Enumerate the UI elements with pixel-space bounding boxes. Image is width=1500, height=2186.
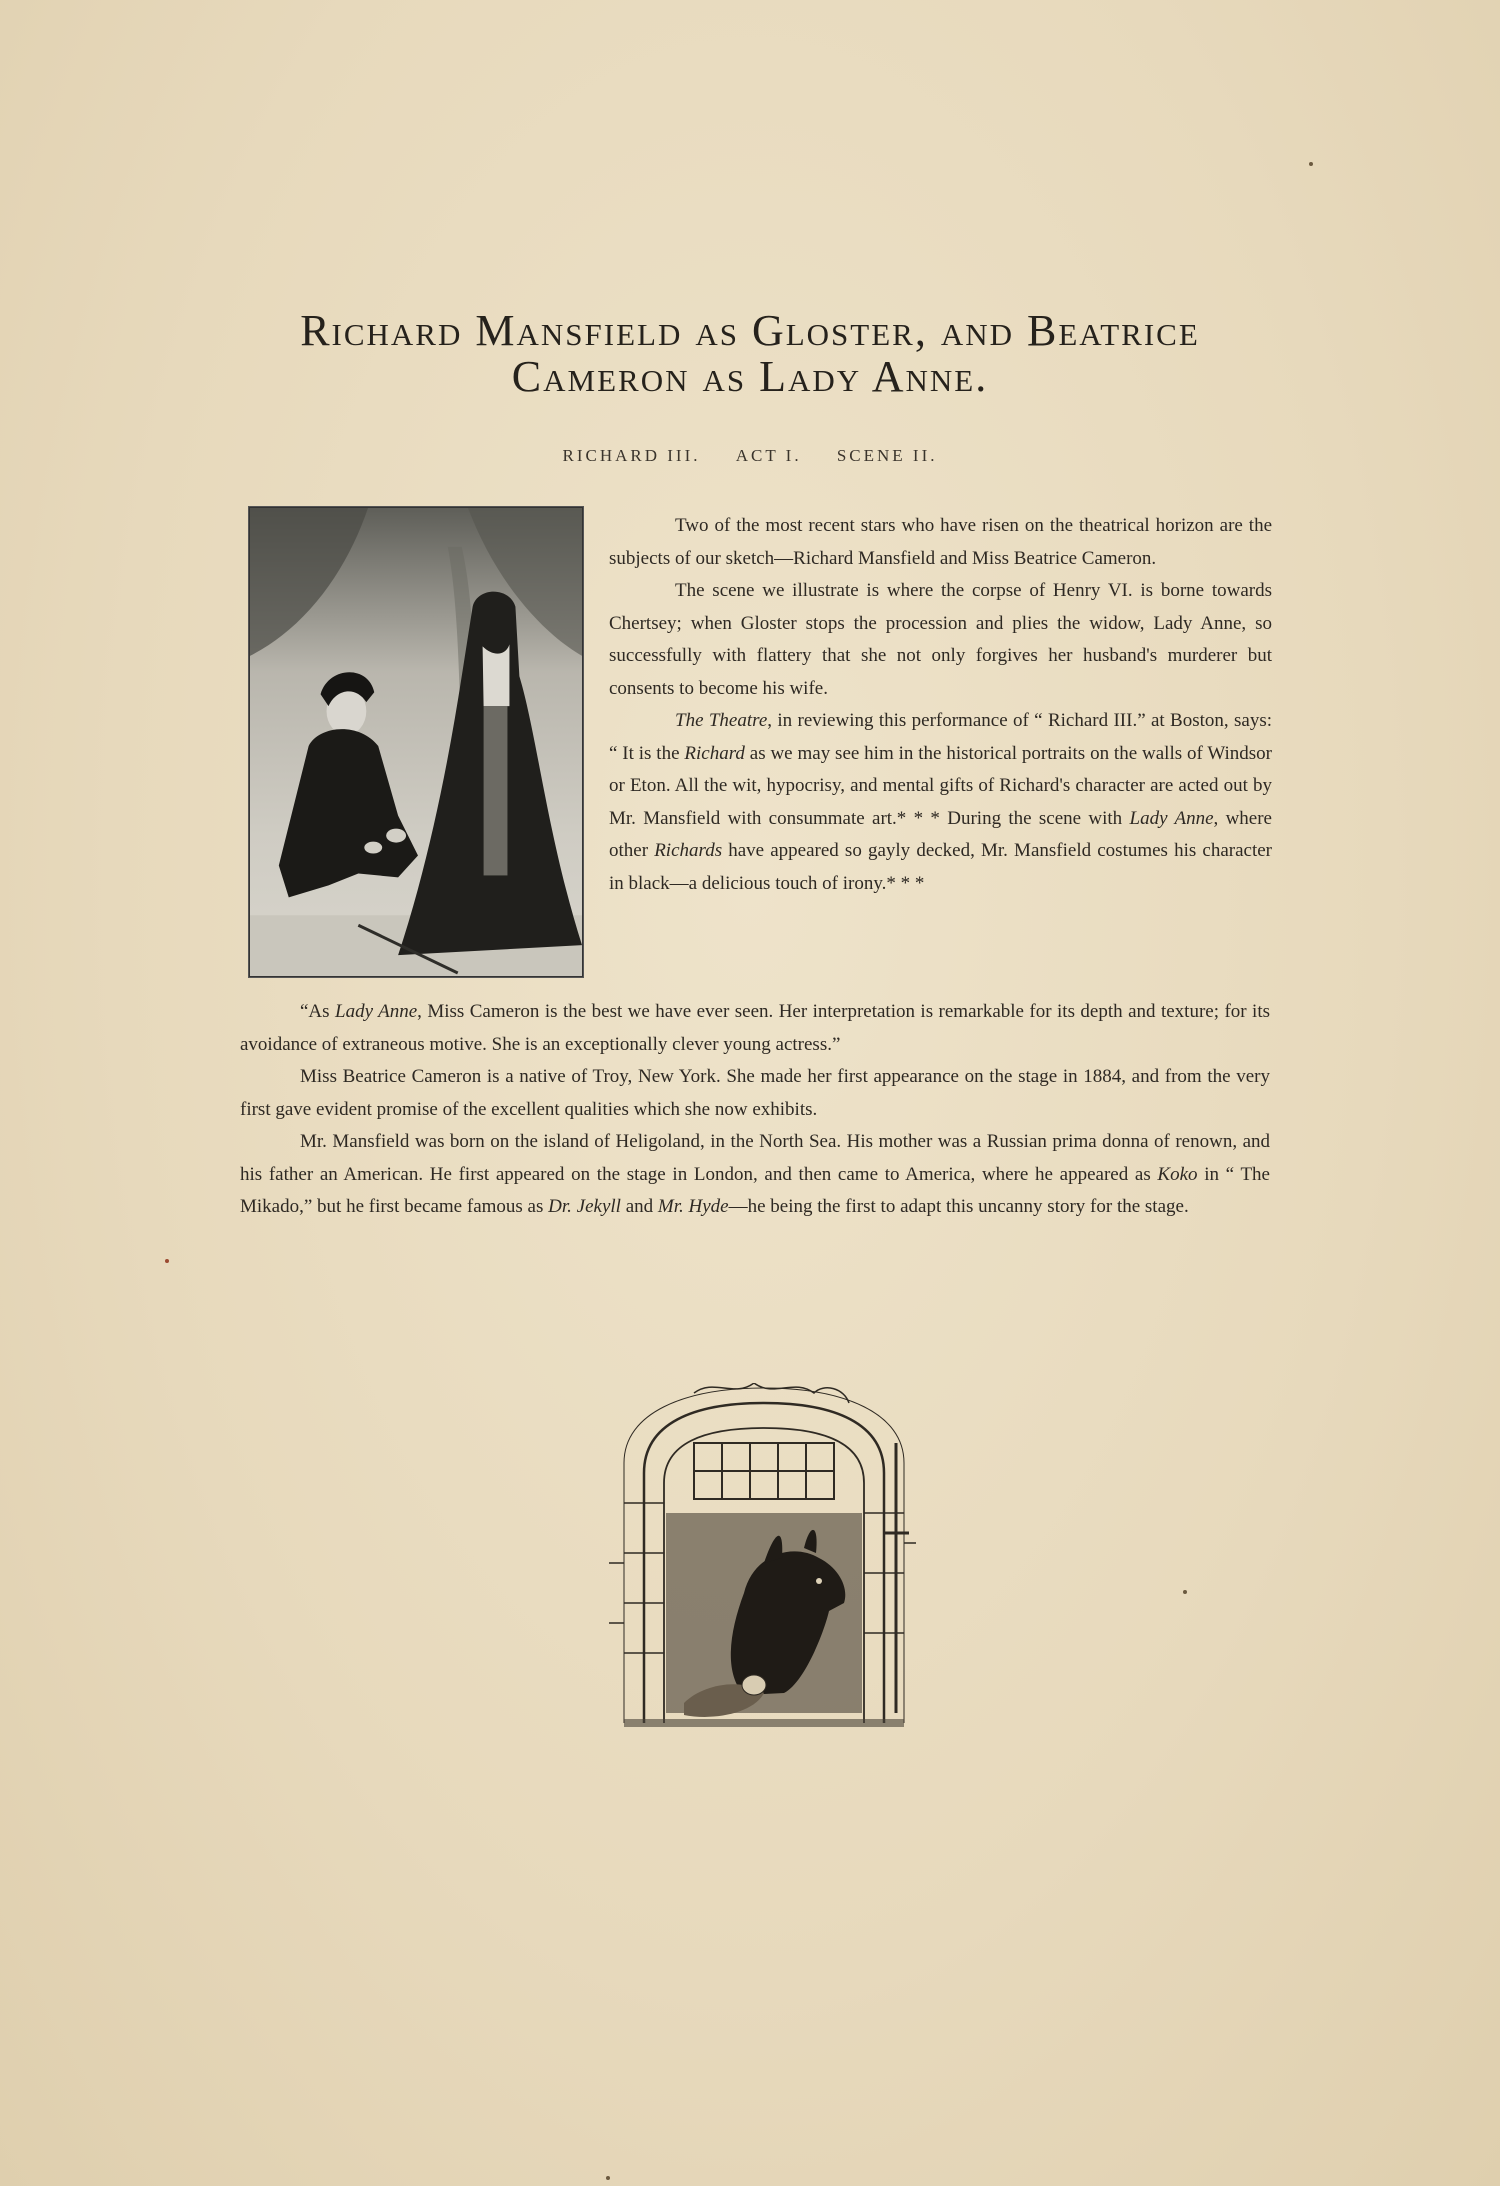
- hyde-italic: Mr. Hyde: [657, 1196, 729, 1217]
- paragraph-2: The scene we illustrate is where the corpse of Henry VI. is borne towards Chertsey; when Gloster stops the procession and plies the widow, Lady Anne, so successfully with flattery that she not only forgives her husband's murderer but consents to become his wife.: [609, 580, 1272, 699]
- p6-text-c: and: [620, 1196, 658, 1217]
- paper-speck: [165, 1259, 169, 1263]
- p3-text-d: have appeared so gayly decked, Mr. Mansfield costumes his character in black—a delicious touch of irony.* * *: [609, 840, 1272, 894]
- p3-text-a: , in reviewing this performance of “ Richard III.” at Boston, says: “ It is the: [609, 710, 1272, 764]
- act-label: ACT I.: [735, 446, 802, 465]
- title-line-2: Cameron as Lady Anne.: [511, 352, 989, 401]
- scene-label: SCENE II.: [836, 446, 938, 465]
- p4-text-b: , Miss Cameron is the best we have ever seen. Her interpretation is remarkable for its depth and texture; for its avoidance of extraneous motive. She is an exceptionally clever young actress.”: [240, 1001, 1270, 1055]
- boar-vignette-engraving: [604, 1383, 920, 1735]
- p3-text-c: , where other: [609, 807, 1272, 861]
- theatre-title: The Theatre: [675, 710, 768, 731]
- jekyll-italic: Dr. Jekyll: [548, 1196, 621, 1217]
- play-label: RICHARD III.: [562, 446, 701, 465]
- p6-text-a: Mr. Mansfield was born on the island of Heligoland, in the North Sea. His mother was a Russian prima donna of renown, and his father an American. He first appeared on the stage in London, and then came to America, where he appeared as: [240, 1131, 1270, 1185]
- p6-text-d: —he being the first to adapt this uncanny story for the stage.: [728, 1196, 1189, 1217]
- scene-reference: [400, 446, 1100, 466]
- actors-photograph: [248, 506, 584, 978]
- vignette-image: [604, 1383, 920, 1735]
- p3-text-b: as we may see him in the historical portraits on the walls of Windsor or Eton. All the wit, hypocrisy, and mental gifts of Richard's character are acted out by Mr. Mansfield with consummate art.* * * During the scene with: [609, 742, 1272, 829]
- page-title: [180, 308, 1320, 400]
- p6-text-b: in “ The Mikado,” but he first became famous as: [240, 1163, 1270, 1217]
- photograph-image: [249, 507, 583, 977]
- richards-italic: Richards: [654, 840, 723, 861]
- paragraph-6: [240, 1126, 1270, 1224]
- article-column-right: [609, 510, 1272, 900]
- paragraph-3: [609, 705, 1272, 900]
- paper-speck: [1183, 1590, 1187, 1594]
- richard-italic: Richard: [684, 742, 745, 764]
- p4-text-a: “As: [300, 1001, 335, 1022]
- koko-italic: Koko: [1157, 1163, 1198, 1185]
- paragraph-1: Two of the most recent stars who have risen on the theatrical horizon are the subjects of our sketch—Richard Mansfield and Miss Beatrice Cameron.: [609, 515, 1272, 569]
- paragraph-5: Miss Beatrice Cameron is a native of Troy, New York. She made her first appearance on the stage in 1884, and from the very first gave evident promise of the excellent qualities which she now exhibits.: [240, 1066, 1270, 1120]
- paper-speck: [1309, 162, 1313, 166]
- paragraph-4: [240, 996, 1270, 1061]
- article-column-full: [240, 996, 1270, 1224]
- lady-anne-italic: Lady Anne: [1129, 807, 1214, 829]
- lady-anne-italic-2: Lady Anne: [335, 1001, 418, 1022]
- title-line-1: Richard Mansfield as Gloster, and Beatrice: [300, 306, 1200, 355]
- paper-speck: [606, 2176, 610, 2180]
